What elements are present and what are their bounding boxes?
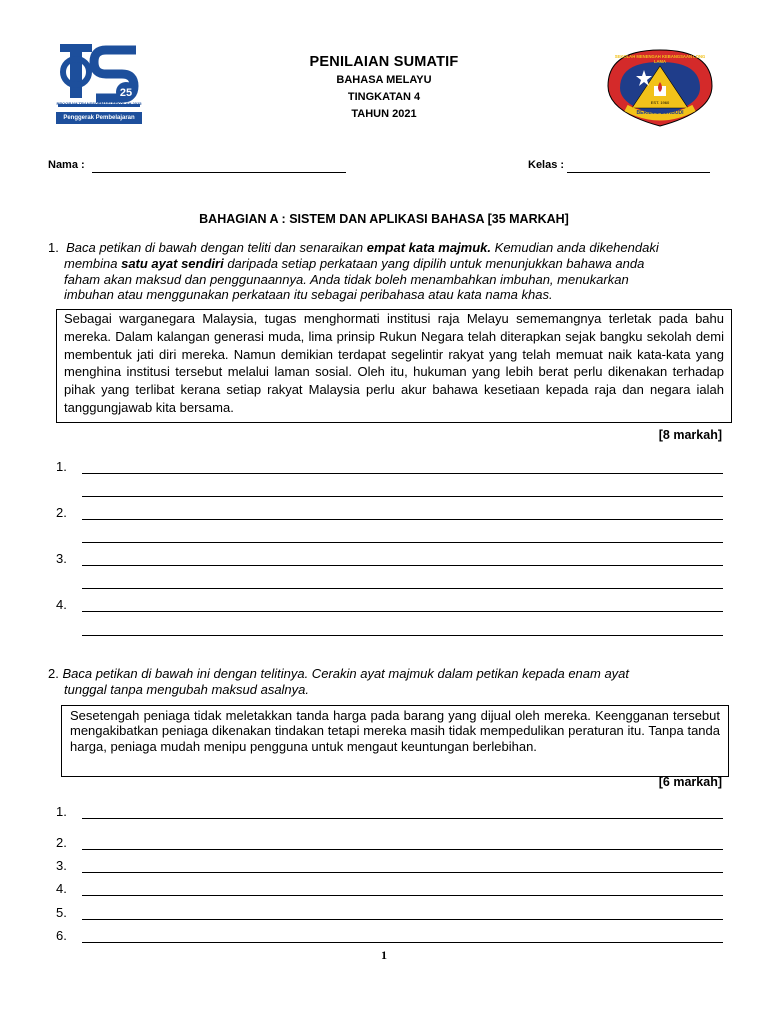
q1-instruction-line2 — [64, 256, 724, 272]
q2-marks: [6 markah] — [658, 775, 722, 789]
crest-motto: BERILMU BERBUDI — [636, 110, 684, 116]
q1-answer-line[interactable] — [82, 519, 723, 520]
q2-answer-line[interactable] — [82, 818, 723, 819]
q2-answer-line[interactable] — [82, 942, 723, 943]
logo-small-text: PROGRAM TRANSFORMASI SEKOLAH 2025 — [56, 101, 142, 106]
q2-text-line1: Baca petikan di bawah ini dengan telitinya. Cerakin ayat majmuk dalam petikan kepada enam ayat — [62, 666, 630, 681]
q1-instruction-line4: imbuhan atau menggunakan perkataan itu sebagai peribahasa atau kata nama khas. — [64, 287, 553, 302]
q1-instruction-line1 — [48, 240, 724, 256]
q1-text-part1: Baca petikan di bawah dengan teliti dan senaraikan — [66, 240, 364, 255]
svg-text:EST. 1960: EST. 1960 — [650, 100, 670, 105]
q2-answer-number: 1. — [56, 804, 67, 819]
q2-answer-number: 5. — [56, 905, 67, 920]
q1-text-bold2: satu ayat sendiri — [121, 256, 224, 271]
q1-answer-line[interactable] — [82, 635, 723, 636]
page-number: 1 — [381, 948, 387, 962]
crest-arc-text: SEKOLAH MENENGAH KEBANGSAAN LONG LAMA — [614, 54, 706, 64]
q2-answer-line[interactable] — [82, 919, 723, 920]
q1-passage-box — [56, 309, 732, 423]
kelas-label: Kelas : — [528, 159, 565, 171]
q2-instruction-line2: tunggal tanpa mengubah maksud asalnya. — [64, 682, 310, 697]
q2-answer-number: 2. — [56, 835, 67, 850]
q1-marks: [8 markah] — [658, 428, 722, 442]
q1-line2-start: membina — [64, 256, 118, 271]
nama-label: Nama : — [48, 159, 85, 171]
q2-answer-number: 3. — [56, 858, 67, 873]
q2-answer-line[interactable] — [82, 849, 723, 850]
q1-instruction-line3: faham akan maksud dan penggunaannya. Anda tidak boleh menambahkan imbuhan, menukarkan — [64, 272, 629, 287]
school-crest — [604, 46, 716, 128]
q1-answer-number: 2. — [56, 505, 67, 520]
header-level: TINGKATAN 4 — [347, 91, 421, 103]
q1-answer-number: 3. — [56, 551, 67, 566]
q1-text-bold1: empat kata majmuk. — [366, 240, 492, 255]
q1-line2-end: daripada setiap perkataan yang dipilih untuk menunjukkan bahawa anda — [227, 256, 645, 271]
q1-number: 1. — [48, 240, 59, 255]
kelas-field[interactable] — [567, 172, 710, 173]
svg-text:25: 25 — [119, 87, 133, 99]
nama-field[interactable] — [92, 172, 346, 173]
q1-answer-line[interactable] — [82, 611, 723, 612]
q2-passage-box — [61, 705, 729, 777]
header-title: PENILAIAN SUMATIF — [309, 54, 459, 70]
q2-number: 2. — [48, 666, 59, 681]
q2-passage: Sesetengah peniaga tidak meletakkan tanda harga pada barang yang dijual oleh mereka. Keengganan tersebut mengakibatkan peniaga dikenakan tindakan tetapi mereka masih tidak mempedulikan peraturan itu. Tanpa tanda harga, peniaga mudah menipu pengguna untuk mengaut keuntungan berlebihan. — [70, 708, 720, 754]
q1-text-part2: Kemudian anda dikehendaki — [494, 240, 659, 255]
q2-instruction-line1 — [48, 666, 724, 682]
q1-answer-line[interactable] — [82, 565, 723, 566]
program-logo — [56, 42, 142, 131]
page-header — [200, 52, 568, 123]
q1-answer-line[interactable] — [82, 542, 723, 543]
header-subject: BAHASA MELAYU — [336, 74, 432, 86]
q1-answer-line[interactable] — [82, 588, 723, 589]
q1-answer-line[interactable] — [82, 496, 723, 497]
q1-answer-line[interactable] — [82, 473, 723, 474]
q1-passage: Sebagai warganegara Malaysia, tugas menghormati institusi raja Melayu sememangnya terletak pada bahu mereka. Dalam kalangan generasi muda, lima prinsip Rukun Negara telah diterapkan sejak bangku sekolah demi membentuk jati diri mereka. Namun demikian terdapat segelintir rakyat yang telah memuat naik kata-kata yang menghina institusi tersebut melalui laman sosial. Oleh itu, hukuman yang lebih berat perlu dikenakan terhadap pihak yang terlibat kerana setiap rakyat Malaysia perlu akur bahawa kesetiaan kepada raja dan negara ialah tanggungjawab kita bersama. — [64, 311, 724, 415]
q1-answer-number: 1. — [56, 459, 67, 474]
q2-answer-number: 4. — [56, 881, 67, 896]
q1-answer-number: 4. — [56, 597, 67, 612]
header-year: TAHUN 2021 — [351, 108, 417, 120]
q2-answer-line[interactable] — [82, 895, 723, 896]
section-title: BAHAGIAN A : SISTEM DAN APLIKASI BAHASA [35 MARKAH] — [199, 212, 569, 226]
logo-caption: Penggerak Pembelajaran Bermakna — [63, 115, 135, 131]
q2-answer-line[interactable] — [82, 872, 723, 873]
q2-answer-number: 6. — [56, 928, 67, 943]
